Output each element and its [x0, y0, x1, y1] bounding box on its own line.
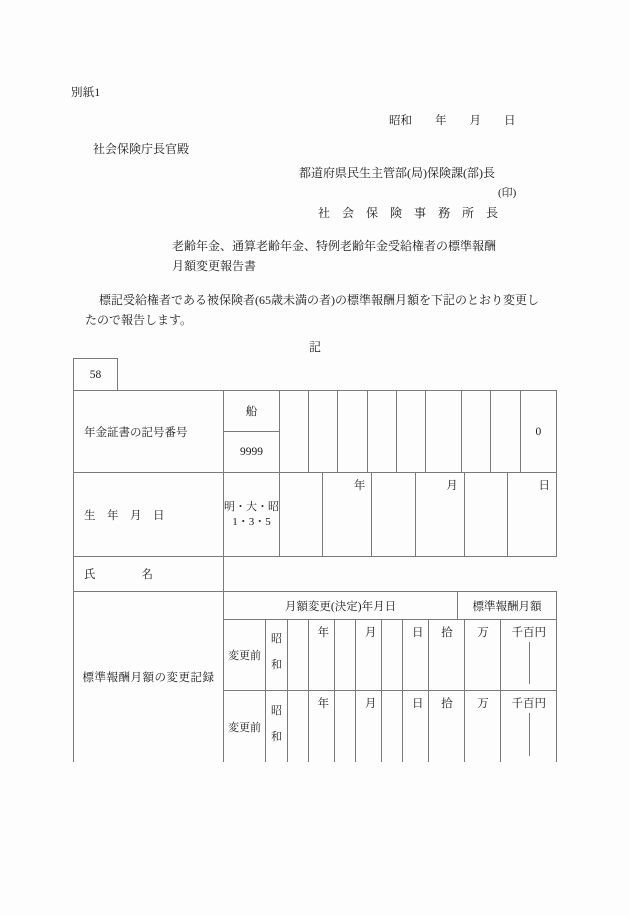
birth-day-box[interactable] [465, 473, 508, 556]
amount-ten-column[interactable]: 拾 [429, 620, 465, 690]
addressee: 社会保険庁長官殿 [93, 142, 190, 156]
change-era-char2: 和 [271, 659, 282, 671]
birth-era-line1: 明・大・昭 [224, 500, 279, 513]
birth-date-label [74, 473, 224, 556]
pension-digit-cell[interactable] [309, 391, 338, 472]
change-month-box[interactable] [335, 691, 356, 762]
pension-digit-cell[interactable] [491, 391, 520, 472]
pension-digit-cell[interactable] [368, 391, 397, 472]
form-title: 老齢年金、通算老齢年金、特例老齢年金受給権者の標準報酬月額変更報告書 [172, 239, 497, 273]
pension-prefix-cell [224, 391, 280, 472]
change-record-content [224, 592, 557, 762]
change-day-label[interactable]: 日 [403, 691, 429, 762]
change-year-label[interactable]: 年 [309, 691, 335, 762]
change-date-header: 月額変更(決定)年月日 [224, 592, 458, 619]
change-month-label[interactable]: 月 [356, 691, 382, 762]
pension-number-label [74, 391, 224, 472]
change-era-char1: 昭 [271, 704, 282, 717]
change-day-box[interactable] [382, 691, 403, 762]
body-paragraph: 標記受給権者である被保険者(65歳未満の者)の標準報酬月額を下記のとおり変更したので報告します。 [85, 293, 539, 327]
amount-yen-column[interactable]: 千百円 [501, 691, 557, 762]
form-table [73, 390, 557, 762]
change-era-char1: 昭 [271, 633, 282, 645]
issuer-insurance-office: 社 会 保 険 事 務 所 長 [318, 206, 499, 220]
name-label-text: 氏 名 [84, 569, 153, 581]
change-year-box[interactable] [288, 620, 309, 690]
amount-man-column[interactable]: 万 [465, 691, 501, 762]
name-row [74, 557, 557, 592]
birth-month-box[interactable] [372, 473, 415, 556]
change-year-box[interactable] [288, 691, 309, 762]
amount-man-column[interactable]: 万 [465, 620, 501, 690]
pension-digit-cell[interactable] [426, 391, 462, 472]
pension-prefix-top: 船 [224, 391, 279, 432]
name-label [74, 557, 224, 591]
issuer-prefecture-office: 都道府県民生主管部(局)保険課(部)長 [299, 166, 495, 180]
change-record-label: 標準報酬月額の変更記録 [74, 592, 224, 762]
change-era-char2: 和 [271, 730, 282, 743]
pension-prefix-bottom: 9999 [240, 445, 263, 458]
birth-date-label-text: 生 年 月 日 [84, 509, 165, 522]
birth-era-cell[interactable] [224, 473, 280, 556]
change-record-row [224, 691, 557, 762]
birth-year-box[interactable] [280, 473, 323, 556]
change-day-label[interactable]: 日 [403, 620, 429, 690]
change-record-block [74, 592, 557, 762]
ki-mark: 記 [308, 340, 321, 354]
change-era-cell[interactable] [266, 691, 288, 762]
change-day-box[interactable] [382, 620, 403, 690]
name-input-field[interactable] [224, 557, 557, 591]
birth-month-label[interactable]: 月 [416, 473, 465, 556]
seal-mark: (印) [498, 187, 517, 199]
change-year-label[interactable]: 年 [309, 620, 335, 690]
before-change-label: 変更前 [224, 691, 266, 762]
date-line: 昭和 年 月 日 [389, 115, 516, 127]
change-record-header [224, 592, 557, 620]
standard-amount-header: 標準報酬月額 [458, 592, 557, 619]
birth-era-line2: 1・3・5 [232, 515, 271, 528]
pension-number-row [74, 391, 557, 473]
form-number-tab: 58 [73, 358, 118, 390]
pension-digit-cell[interactable] [397, 391, 426, 472]
pension-number-label-text: 年金証書の記号番号 [84, 426, 188, 439]
amount-yen-column[interactable]: 千百円 [501, 620, 557, 690]
amount-ten-column[interactable]: 拾 [429, 691, 465, 762]
pension-digit-cell[interactable] [462, 391, 491, 472]
change-month-box[interactable] [335, 620, 356, 690]
pension-digit-cell[interactable] [280, 391, 309, 472]
pension-digit-cell[interactable] [338, 391, 367, 472]
birth-day-label[interactable]: 日 [508, 473, 557, 556]
birth-year-label[interactable]: 年 [323, 473, 372, 556]
birth-date-row [74, 473, 557, 557]
change-month-label[interactable]: 月 [356, 620, 382, 690]
change-record-row [224, 620, 557, 691]
document-tag: 別紙1 [71, 87, 101, 99]
change-era-cell[interactable] [266, 620, 288, 690]
before-change-label: 変更前 [224, 620, 266, 690]
pension-digit-cell[interactable]: 0 [521, 391, 557, 472]
